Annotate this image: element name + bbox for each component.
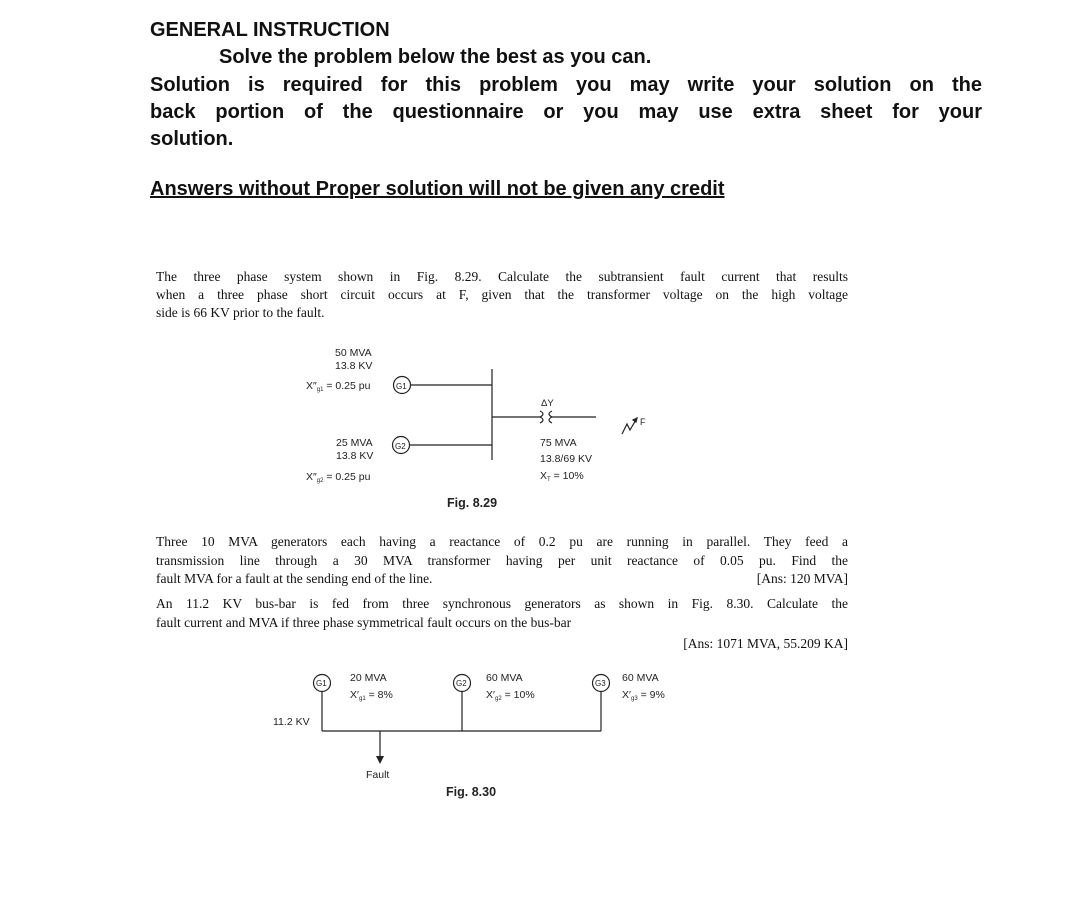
g2-label-830: G2 [456, 679, 467, 688]
problem-1-line: when a three phase short circuit occurs at F, given that the transformer voltage on the high voltage [156, 287, 848, 302]
problem-1-line: The three phase system shown in Fig. 8.29. Calculate the subtransient fault current that results [156, 269, 848, 284]
g1-label-830: G1 [316, 679, 327, 688]
problem-2-line: Three 10 MVA generators each having a reactance of 0.2 pu are running in parallel. They feed a [156, 534, 848, 549]
instruction-subtitle: Solve the problem below the best as you can. [219, 46, 652, 68]
g2-reactance: X″g2 = 0.25 pu [306, 471, 371, 484]
problem-2-line: fault MVA for a fault at the sending end of the line. [156, 571, 433, 586]
g1-reactance: X″g1 = 0.25 pu [306, 380, 371, 393]
transformer-voltage: 13.8/69 KV [540, 453, 592, 465]
problem-3-line: fault current and MVA if three phase symmetrical fault occurs on the bus-bar [156, 614, 572, 630]
problem-2-line: transmission line through a 30 MVA transformer having per unit reactance of 0.05 pu. Find the [156, 552, 848, 568]
g2-voltage: 13.8 KV [336, 450, 374, 462]
fault-label-830: Fault [366, 769, 390, 781]
g1-reactance-830: X′g1 = 8% [350, 689, 393, 702]
figure-8-30-caption: Fig. 8.30 [446, 785, 497, 799]
instruction-line: Solution is required for this problem you may write your solution on the [150, 74, 982, 96]
g2-rating-830: 60 MVA [486, 672, 523, 684]
figure-8-29-caption: Fig. 8.29 [447, 496, 498, 510]
g1-rating-830: 20 MVA [350, 672, 387, 684]
g2-rating: 25 MVA [336, 437, 373, 449]
transformer-rating: 75 MVA [540, 437, 577, 449]
fault-label: F [640, 417, 646, 427]
instruction-line: back portion of the questionnaire or you may use extra sheet for your [150, 101, 982, 123]
transformer-reactance: XT = 10% [540, 470, 584, 483]
problem-2-answer: [Ans: 120 MVA] [756, 571, 848, 586]
problem-3-answer: [Ans: 1071 MVA, 55.209 KA] [683, 636, 848, 651]
credit-warning: Answers without Proper solution will not be given any credit [150, 178, 725, 200]
g3-label-830: G3 [595, 679, 606, 688]
transformer-connection: ΔY [541, 398, 554, 409]
g1-voltage: 13.8 KV [335, 360, 373, 372]
instruction-line: solution. [150, 128, 234, 150]
fault-arrow-830 [376, 756, 384, 764]
problem-1-line: side is 66 KV prior to the fault. [156, 305, 325, 320]
g1-rating: 50 MVA [335, 347, 372, 359]
g3-rating-830: 60 MVA [622, 672, 659, 684]
bus-voltage-label: 11.2 KV [273, 716, 310, 728]
g3-reactance-830: X′g3 = 9% [622, 689, 665, 702]
g2-reactance-830: X′g2 = 10% [486, 689, 535, 702]
problem-3-line: An 11.2 KV bus-bar is fed from three synchronous generators as shown in Fig. 8.30. Calculate the [156, 596, 848, 611]
instruction-title: GENERAL INSTRUCTION [150, 19, 390, 41]
g2-label: G2 [395, 442, 406, 451]
g1-label: G1 [396, 382, 407, 391]
